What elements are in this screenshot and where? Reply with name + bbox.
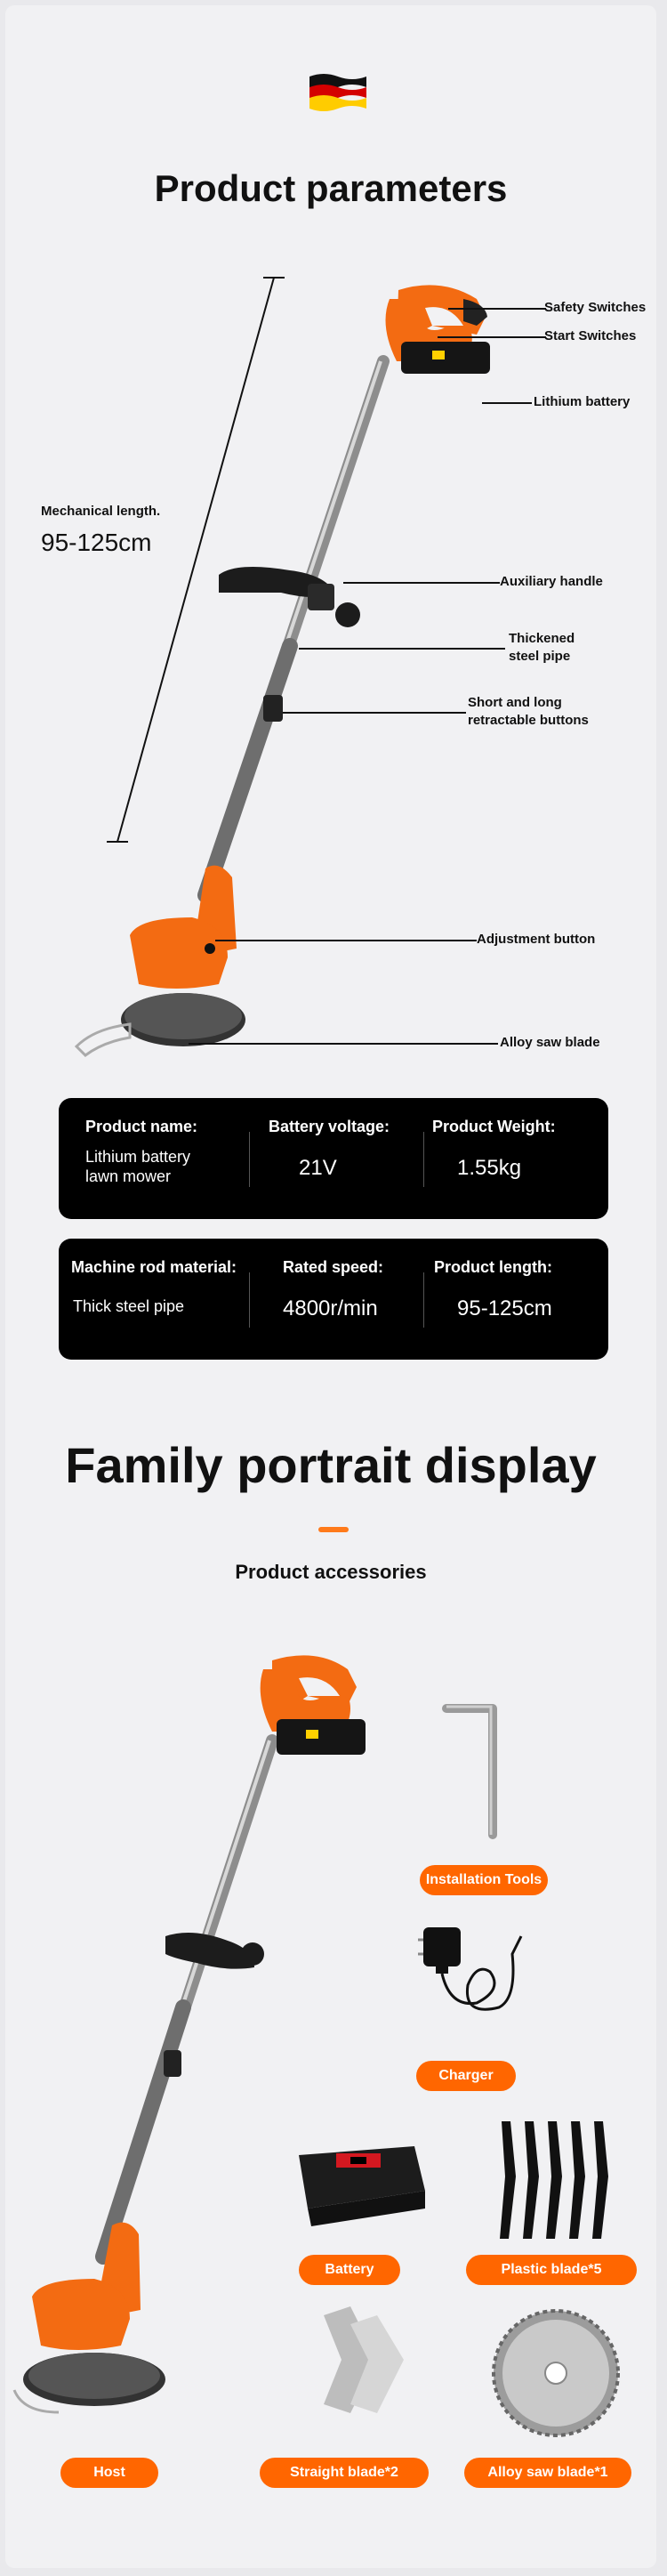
spec-divider: [423, 1272, 424, 1328]
spec-value: 95-125cm: [457, 1296, 552, 1320]
charger-image: [414, 1918, 539, 2025]
label-battery: Battery: [299, 2255, 400, 2285]
plastic-blades-image: [489, 2114, 631, 2248]
trimmer-illustration: [59, 272, 512, 1073]
product-page: [5, 5, 656, 2568]
callout-pipe-line1: Thickened: [509, 631, 575, 646]
callout-start-switches: Start Switches: [544, 328, 637, 343]
callout-pipe-line2: steel pipe: [509, 649, 571, 664]
spec-value: 21V: [299, 1156, 337, 1180]
spec-box-2: [59, 1239, 608, 1360]
spec-product-weight: [432, 1118, 556, 1181]
callout-retractable: [468, 694, 589, 730]
spec-rated-speed: [283, 1258, 383, 1321]
callout-adjustment-button: Adjustment button: [477, 932, 596, 947]
callout-lithium-battery: Lithium battery: [534, 394, 631, 409]
spec-divider: [249, 1132, 250, 1187]
spec-header: Product length:: [434, 1258, 552, 1276]
leader-saw-blade: [189, 1043, 498, 1045]
label-charger: Charger: [416, 2061, 516, 2091]
battery-image: [281, 2137, 432, 2235]
spec-header: Product Weight:: [432, 1118, 556, 1135]
label-plastic-blade: Plastic blade*5: [466, 2255, 637, 2285]
label-straight-blade: Straight blade*2: [260, 2458, 429, 2488]
leader-pipe: [299, 648, 505, 650]
alloy-saw-blade-image: [489, 2306, 623, 2440]
leader-aux-handle: [343, 582, 500, 584]
spec-battery-voltage: [269, 1118, 390, 1181]
spec-value-line2: lawn mower: [85, 1167, 172, 1185]
spec-value: 4800r/min: [283, 1296, 378, 1320]
spec-divider: [249, 1272, 250, 1328]
spec-header: Machine rod material:: [71, 1258, 237, 1276]
callout-retractable-line1: Short and long: [468, 695, 562, 710]
spec-value: [85, 1147, 197, 1186]
callout-alloy-saw-blade: Alloy saw blade: [500, 1035, 600, 1050]
spec-product-name: [85, 1118, 197, 1186]
spec-rod-material: [71, 1258, 237, 1316]
spec-product-length: [434, 1258, 552, 1321]
spec-value: 1.55kg: [457, 1156, 522, 1180]
leader-adjustment: [215, 940, 477, 941]
straight-blade-image: [297, 2297, 422, 2422]
section-title-parameters: Product parameters: [154, 167, 508, 209]
label-alloy-saw-blade: Alloy saw blade*1: [464, 2458, 631, 2488]
leader-start: [438, 336, 546, 338]
mechanical-length-label: Mechanical length.: [41, 504, 161, 519]
section-title-family: Family portrait display: [65, 1437, 597, 1493]
callout-retractable-line2: retractable buttons: [468, 713, 589, 728]
spec-header: Rated speed:: [283, 1258, 384, 1276]
germany-flag-icon: [306, 69, 370, 112]
callout-auxiliary-handle: Auxiliary handle: [500, 574, 603, 589]
leader-retractable: [283, 712, 466, 714]
spec-divider: [423, 1132, 424, 1187]
spec-value: Thick steel pipe: [73, 1297, 185, 1315]
spec-box-1: [59, 1098, 608, 1219]
callout-thickened-pipe: [509, 630, 575, 666]
spec-value-line1: Lithium battery: [85, 1148, 191, 1166]
section-subtitle-accessories: Product accessories: [235, 1561, 427, 1583]
spec-header: Product name:: [85, 1118, 198, 1135]
label-installation-tools: Installation Tools: [420, 1865, 548, 1895]
leader-battery: [482, 402, 532, 404]
accent-divider: [318, 1527, 349, 1532]
label-host: Host: [60, 2458, 158, 2488]
spec-header: Battery voltage:: [269, 1118, 390, 1135]
callout-safety-switches: Safety Switches: [544, 300, 647, 315]
mechanical-length-value: 95-125cm: [41, 529, 152, 556]
hex-key-image: [439, 1701, 528, 1844]
leader-safety: [448, 308, 546, 310]
